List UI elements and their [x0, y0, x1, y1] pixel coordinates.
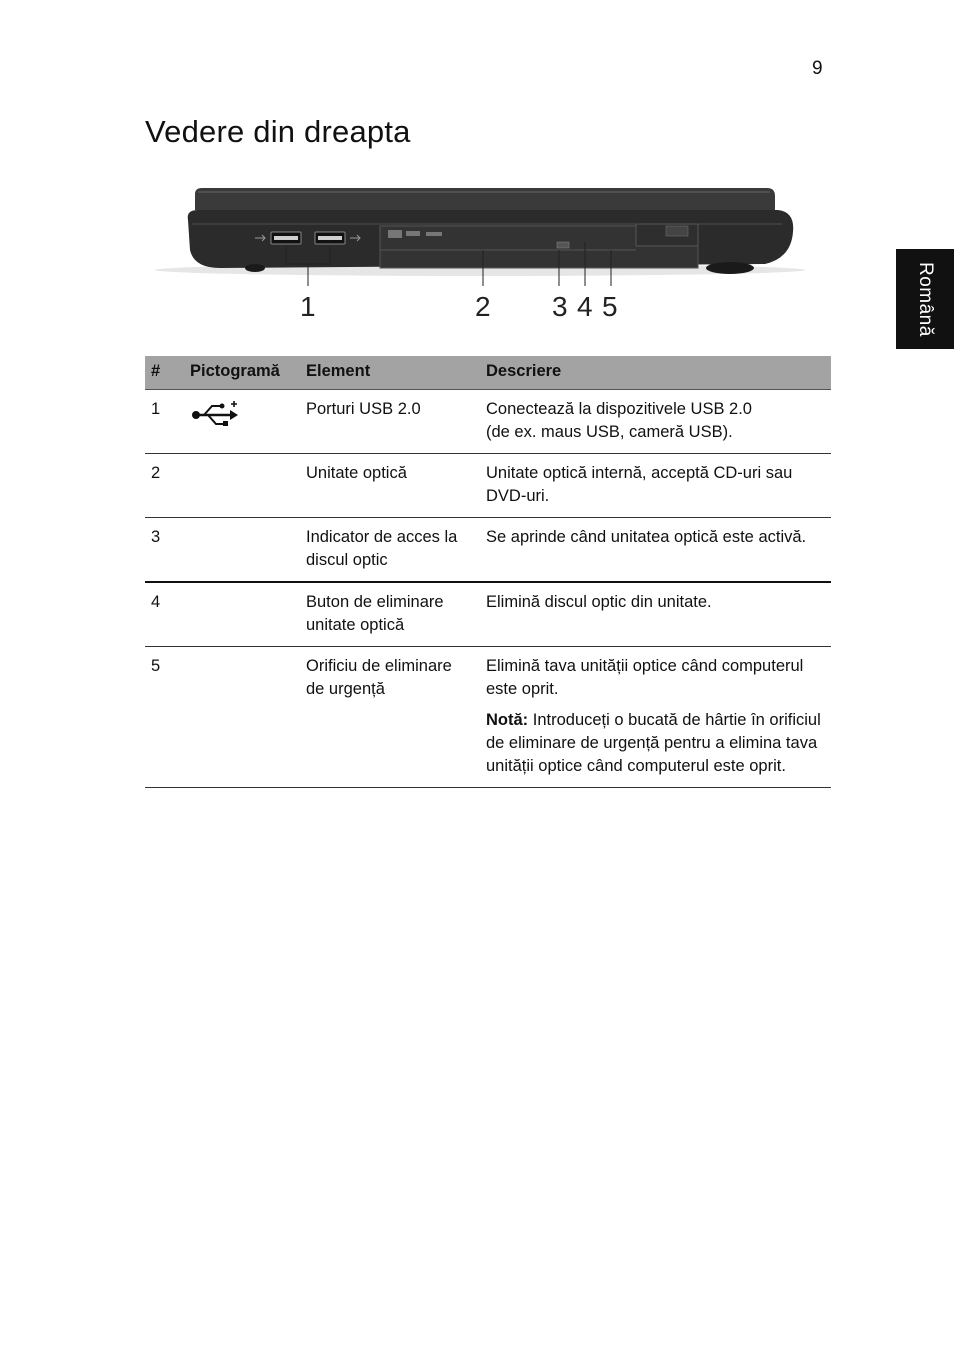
- row-element: Porturi USB 2.0: [300, 390, 480, 454]
- row-description: Se aprinde când unitatea optică este activă.: [480, 518, 831, 583]
- row-icon-cell: [184, 390, 300, 454]
- header-description: Descriere: [480, 356, 831, 390]
- laptop-right-side-figure: [150, 180, 810, 330]
- row-icon-cell: [184, 582, 300, 647]
- usb-icon: [190, 398, 242, 432]
- row-number: 1: [145, 390, 184, 454]
- components-table: [145, 356, 831, 788]
- description-line: (de ex. maus USB, cameră USB).: [486, 423, 733, 441]
- row-icon-cell: [184, 518, 300, 583]
- row-element: Indicator de acces la discul optic: [300, 518, 480, 583]
- table-row: [145, 647, 831, 788]
- row-element: Orificiu de eliminare de urgență: [300, 647, 480, 788]
- row-description: [480, 647, 831, 788]
- table-row: [145, 518, 831, 583]
- table-header-row: [145, 356, 831, 390]
- page-title: Vedere din dreapta: [145, 114, 411, 149]
- row-description: [480, 390, 831, 454]
- header-icon: Pictogramă: [184, 356, 300, 390]
- row-element: Unitate optică: [300, 454, 480, 518]
- row-number: 4: [145, 582, 184, 647]
- callout-4: 4: [577, 291, 593, 322]
- row-icon-cell: [184, 647, 300, 788]
- header-element: Element: [300, 356, 480, 390]
- row-number: 2: [145, 454, 184, 518]
- header-number: #: [145, 356, 184, 390]
- callout-1: 1: [300, 291, 316, 322]
- callout-3: 3: [552, 291, 568, 322]
- note-label: Notă:: [486, 711, 529, 729]
- note: [486, 709, 825, 778]
- table-row: [145, 582, 831, 647]
- language-tab-label: Română: [915, 261, 936, 337]
- row-number: 3: [145, 518, 184, 583]
- table-row: [145, 390, 831, 454]
- row-description: Elimină discul optic din unitate.: [480, 582, 831, 647]
- description-line: Conectează la dispozitivele USB 2.0: [486, 400, 752, 418]
- row-icon-cell: [184, 454, 300, 518]
- description-line: Elimină tava unității optice când computerul este oprit.: [486, 657, 804, 698]
- callout-5: 5: [602, 291, 618, 322]
- row-description: Unitate optică internă, acceptă CD-uri sau DVD-uri.: [480, 454, 831, 518]
- language-tab: [896, 249, 954, 349]
- callout-2: 2: [475, 291, 491, 322]
- table-row: [145, 454, 831, 518]
- note-text: Introduceți o bucată de hârtie în orificiul de eliminare de urgență pentru a elimina tava unității optice când computerul este oprit.: [486, 711, 821, 775]
- page-number: 9: [812, 58, 823, 79]
- row-element: Buton de eliminare unitate optică: [300, 582, 480, 647]
- row-number: 5: [145, 647, 184, 788]
